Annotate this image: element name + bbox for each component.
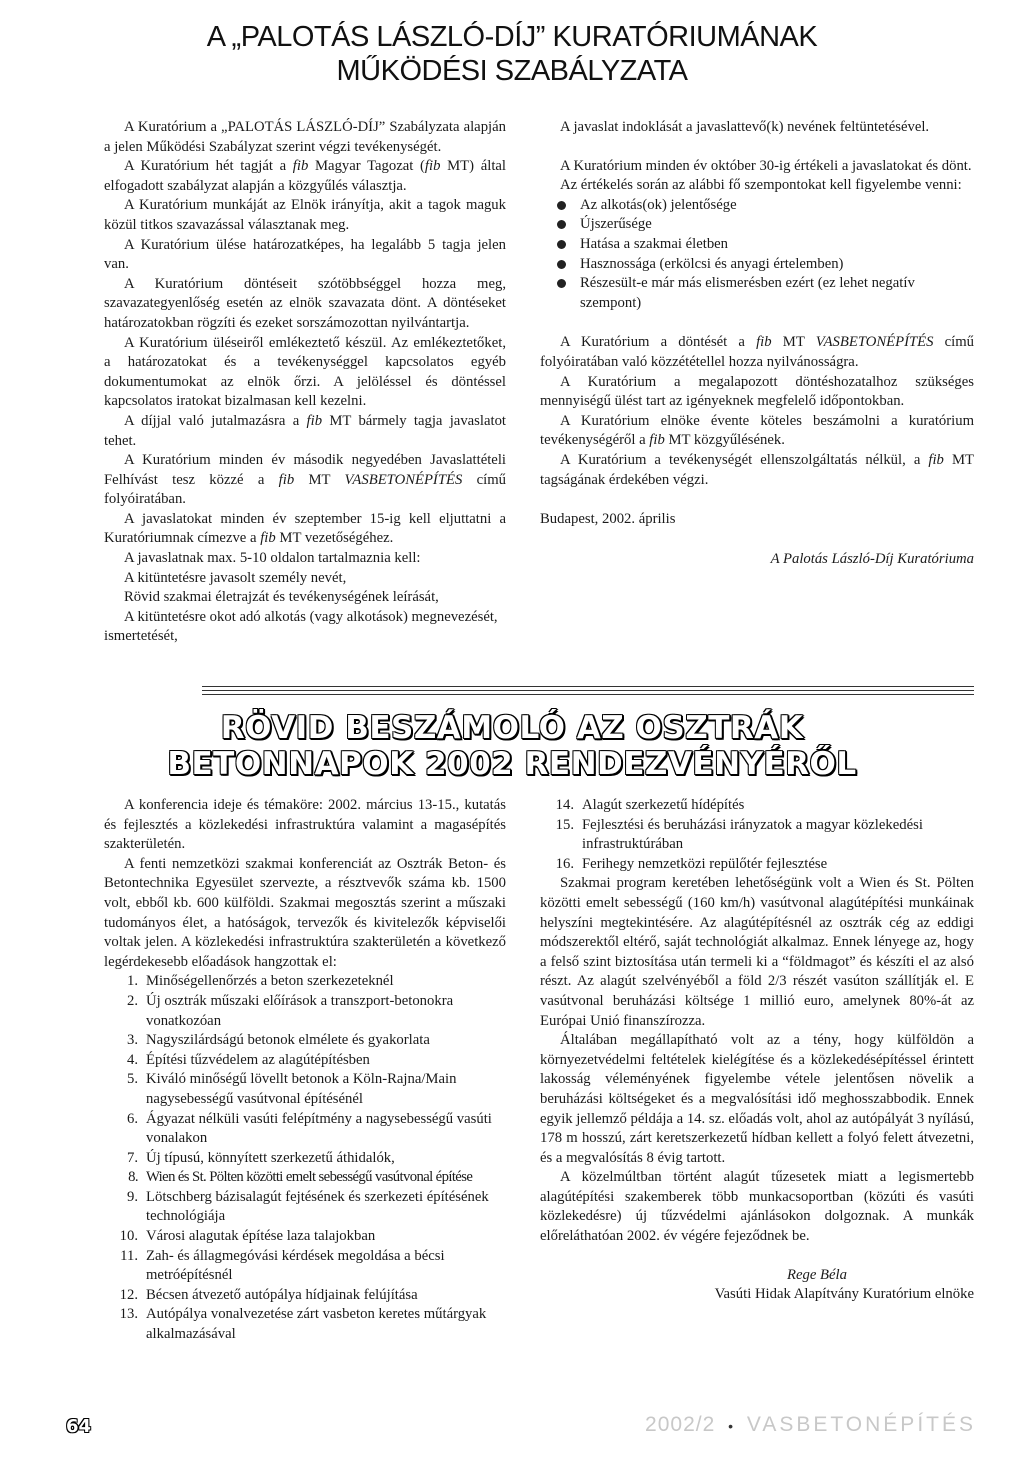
issue-number: 2002/2 <box>645 1413 716 1436</box>
list-item: Az alkotás(ok) jelentősége <box>540 196 974 216</box>
paragraph: A Kuratórium a „PALOTÁS LÁSZLÓ-DÍJ” Szabályzata alapján a jelen Működési Szabályzat szerint végzi tevékenységét. <box>104 119 506 155</box>
paragraph: Általában megállapítható volt az a tény, hogy külföldön a környezetvédelmi feltételek kielégítése és a közlekedésépítéssel érintett lakosság véleményének figyelembe vétele jelentősen növelik a beruházási költségeket és a megvalósítási idő meghosszabbodik. Ennek egyik jellemző példája a 14. sz. előadás volt, ahol az autópályát 3 nyílású, 178 m hosszú, zárt keretszerkezetű hídban kellett a folyó felett átvezetni, és a megvalósítás 8 évig tartott. <box>540 1032 974 1166</box>
paragraph: A Kuratórium ülése határozatképes, ha legalább 5 tagja jelen van. <box>104 236 506 273</box>
paragraph: A Kuratórium döntéseit szótöbbséggel hozza meg, szavazategyenlőség esetén az elnök szavazata dönt. A döntéseket határozatokban rögzíti és ezeket sorszámozottan nyilvántartja. <box>104 275 506 331</box>
list-item: 11. Zah- és állagmegóvási kérdések megoldása a bécsi metróépítésnél <box>120 1247 445 1284</box>
bullet-icon <box>557 279 566 288</box>
criteria-list <box>540 196 974 314</box>
bullet-icon <box>557 240 566 249</box>
article2-right-column <box>540 796 974 1305</box>
article1-left-column <box>104 118 506 647</box>
article1-title <box>0 20 1024 88</box>
list-item: Hasznossága (erkölcsi és anyagi értelemben) <box>540 255 974 275</box>
paragraph: A Kuratórium elnöke évente köteles beszámolni a kuratórium tevékenységéről a fib MT közgyűlésének. <box>540 412 974 449</box>
author-name: Rege Béla <box>787 1266 847 1283</box>
bullet-icon: • <box>728 1418 735 1434</box>
article1-title-line2: MŰKÖDÉSI SZABÁLYZATA <box>336 55 688 87</box>
paragraph: A fenti nemzetközi szakmai konferenciát az Osztrák Beton- és Betontechnika Egyesület szervezte, a résztvevők száma kb. 1500 volt, ebből kb. 600 külföldi. Szakmai megosztás szerint a műszaki tudományos élet, a hatóságok, tervezők és kivitelezők képviselői voltak jelen. A közlekedési infrastruktúra szakterületén a következő legérdekesebb előadások hangzottak el: <box>104 855 506 970</box>
bullet-icon <box>557 201 566 210</box>
footer-issue <box>645 1413 976 1437</box>
paragraph: Az értékelés során az alábbi fő szempontokat kell figyelembe venni: <box>560 177 962 194</box>
signature: A Palotás László-Díj Kuratóriuma <box>770 550 974 567</box>
list-item: Hatása a szakmai életben <box>540 235 974 255</box>
list-item: 16. Ferihegy nemzetközi repülőtér fejlesztése <box>555 855 828 872</box>
author-title: Vasúti Hidak Alapítvány Kuratórium elnöke <box>714 1286 974 1303</box>
paragraph: A Kuratórium hét tagját a fib Magyar Tagozat (fib MT) által elfogadott szabályzat alapján a közgyűlés választja. <box>104 158 506 194</box>
list-item: 9. Lötschberg bázisalagút fejtésének és szerkezeti építésének technológiája <box>126 1188 489 1225</box>
paragraph: A kitüntetésre javasolt személy nevét, <box>124 569 347 586</box>
paragraph: A közelmúltban történt alagút tűzesetek miatt a legismertebb alagútépítési szakemberek több munkacsoportban (közúti és vasúti közlekedésre) új tűzvédelmi ajánlásokon dolgoznak. A munkák előreláthatóan 2002. év végére fejeződnek be. <box>540 1169 974 1245</box>
list-item: 10. Városi alagutak építése laza talajokban <box>119 1228 376 1245</box>
separator-line <box>202 686 974 687</box>
separator-line <box>202 694 974 695</box>
paragraph: A kitüntetésre okot adó alkotás (vagy alkotások) megnevezését, ismertetését, <box>104 608 498 645</box>
list-item: 2. Új osztrák műszaki előírások a transzport-betonokra vonatkozóan <box>126 992 454 1029</box>
date-line: Budapest, 2002. április <box>540 511 676 528</box>
list-item: 8. Wien és St. Pölten közötti emelt sebességű vasútvonal építése <box>128 1169 473 1186</box>
paragraph: A Kuratórium a tevékenységét ellenszolgáltatás nélkül, a fib MT tagságának érdekében végzi. <box>540 451 974 488</box>
article2-left-column <box>104 796 506 1345</box>
list-item: 4. Építési tűzvédelem az alagútépítésben <box>126 1051 370 1068</box>
paragraph: Szakmai program keretében lehetőségünk volt a Wien és St. Pölten közötti emelt sebességű (160 km/h) vasútvonal alagútépítési munkáinak helyszíni megtekintésére. Az alagútépítésnél az osztrák cég az eddigi módszerektől eltérő, saját technológiát alkalmaz. Ennek lényege az, hogy a felső szint biztosítása után termeli ki a “földmagot” és készíti el az alsó részt. Az alagút szelvényéből a föld 2/3 részét vasúton szállítják el. E vasútvonal beruházási költsége 1 millió euro, amelynek 80%-át az Európai Unió finanszírozza. <box>540 875 974 1029</box>
list-item: Újszerűsége <box>540 215 974 235</box>
paragraph: A javaslat indoklását a javaslattevő(k) nevének feltüntetésével. <box>560 119 930 135</box>
article2-title-line1: RÖVID BESZÁMOLÓ AZ OSZTRÁK <box>220 710 804 746</box>
separator-line <box>202 690 974 691</box>
paragraph: A díjjal való jutalmazásra a fib MT bármely tagja javaslatot tehet. <box>104 412 507 449</box>
article1-title-line1: A „PALOTÁS LÁSZLÓ-DÍJ” KURATÓRIUMÁNAK <box>206 21 818 53</box>
list-item: 12. Bécsen átvezető autópálya hídjainak felújítása <box>119 1286 418 1303</box>
list-item: 6. Ágyazat nélküli vasúti felépítmény a nagysebességű vasúti vonalakon <box>126 1110 492 1147</box>
list-item: 1. Minőségellenőrzés a beton szerkezeteknél <box>126 973 394 990</box>
list-item: 15. Fejlesztési és beruházási irányzatok a magyar közlekedési infrastruktúrában <box>555 816 923 853</box>
lecture-list <box>104 972 506 1344</box>
paragraph: A Kuratórium a megalapozott döntéshozatalhoz szükséges mennyiségű ülést tart az igényeknek megfelelő időpontokban. <box>540 373 974 410</box>
list-item: 14. Alagút szerkezetű hídépítés <box>555 797 745 813</box>
lecture-list-continued <box>540 796 974 874</box>
article2-title <box>0 710 1024 782</box>
bullet-icon <box>557 220 566 229</box>
paragraph: A Kuratórium üléseiről emlékeztető készül. Az emlékeztetőket, a határozatokat és a tevékenységgel kapcsolatos egyéb dokumentumokat az elnök őrzi. A jelöléssel és döntéssel kapcsolatos iratokat bizalmasan kell kezelni. <box>104 334 506 410</box>
magazine-name: VASBETONÉPÍTÉS <box>746 1413 976 1436</box>
list-item: 3. Nagyszilárdságú betonok elmélete és gyakorlata <box>126 1032 430 1049</box>
list-item: Részesült-e már más elismerésben ezért (ez lehet negatív szempont) <box>540 274 974 313</box>
paragraph: A Kuratórium minden év október 30-ig értékeli a javaslatokat és dönt. <box>560 157 972 174</box>
paragraph: A Kuratórium a döntését a fib MT VASBETONÉPÍTÉS című folyóiratában való közzététellel hozza nyilvánosságra. <box>540 334 974 370</box>
page-number: 64 <box>66 1416 92 1437</box>
paragraph: A javaslatnak max. 5-10 oldalon tartalmaznia kell: <box>124 550 421 567</box>
list-item: 13. Autópálya vonalvezetése zárt vasbeton keretes műtárgyak alkalmazásával <box>119 1306 487 1343</box>
list-item: 5. Kiváló minőségű lövellt betonok a Köln-Rajna/Main nagysebességű vasútvonal építésénél <box>126 1071 457 1107</box>
paragraph: A javaslatokat minden év szeptember 15-ig kell eljuttatni a Kuratóriumnak címezve a fib MT vezetőségéhez. <box>104 510 506 547</box>
paragraph: A Kuratórium minden év második negyedében Javaslattételi Felhívást tesz közzé a fib MT VASBETONÉPÍTÉS című folyóiratában. <box>104 452 506 508</box>
bullet-icon <box>557 260 566 269</box>
list-item: 7. Új típusú, könnyített szerkezetű áthidalók, <box>126 1149 395 1166</box>
article1-right-column <box>540 118 974 569</box>
article2-title-line2: BETONNAPOK 2002 RENDEZVÉNYÉRŐL <box>167 746 857 782</box>
paragraph: A Kuratórium munkáját az Elnök irányítja, akit a tagok maguk közül titkos szavazással választanak meg. <box>104 197 506 233</box>
paragraph: A konferencia ideje és témaköre: 2002. március 13-15., kutatás és fejlesztés a közlekedési infrastruktúra valamint a magasépítés szakterületén. <box>104 797 506 853</box>
paragraph: Rövid szakmai életrajzát és tevékenységének leírását, <box>124 589 439 606</box>
